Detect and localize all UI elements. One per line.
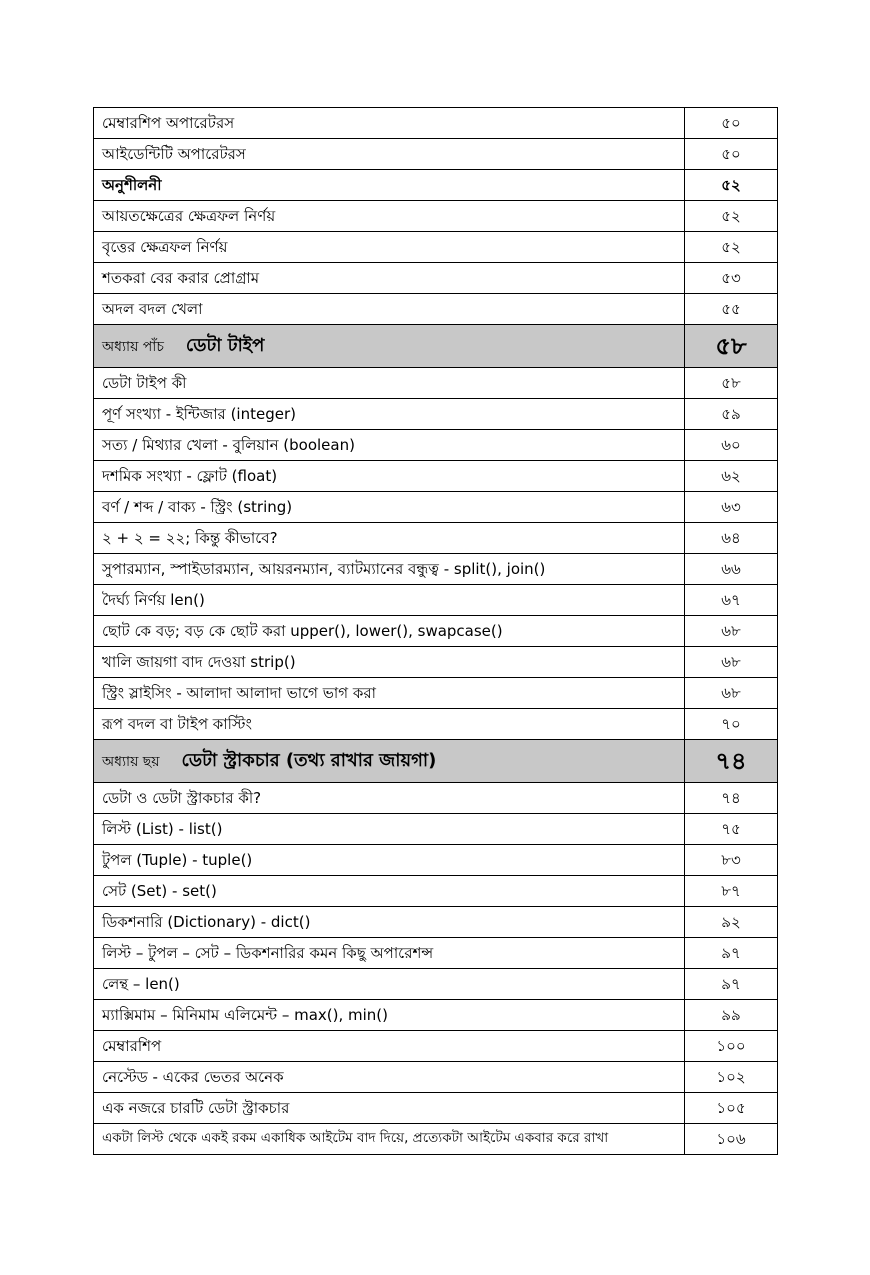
toc-title-cell: মেম্বারশিপ অপারেটরস <box>94 108 685 139</box>
toc-chapter-row <box>94 325 778 368</box>
toc-page-number: ৬৮ <box>685 616 778 647</box>
toc-page-number: ১০০ <box>685 1031 778 1062</box>
toc-row <box>94 263 778 294</box>
toc-row <box>94 232 778 263</box>
chapter-label: অধ্যায় ছয় <box>102 754 160 770</box>
toc-page-number: ১০২ <box>685 1062 778 1093</box>
toc-page-number: ৬৭ <box>685 585 778 616</box>
toc-page-number: ৮৭ <box>685 876 778 907</box>
toc-title-cell: আয়তক্ষেত্রের ক্ষেত্রফল নির্ণয় <box>94 201 685 232</box>
toc-title-cell: দৈর্ঘ্য নির্ণয় len() <box>94 585 685 616</box>
toc-row <box>94 783 778 814</box>
toc-row <box>94 1062 778 1093</box>
toc-row <box>94 969 778 1000</box>
toc-title-cell: আইডেন্টিটি অপারেটরস <box>94 139 685 170</box>
toc-row <box>94 294 778 325</box>
toc-title-cell: শতকরা বের করার প্রোগ্রাম <box>94 263 685 294</box>
toc-row <box>94 938 778 969</box>
toc-row <box>94 108 778 139</box>
toc-title-cell: বর্ণ / শব্দ / বাক্য - স্ট্রিং (string) <box>94 492 685 523</box>
toc-page-number: ৫২ <box>685 232 778 263</box>
toc-title-cell <box>94 740 685 783</box>
toc-page-number: ৭৪ <box>685 740 778 783</box>
toc-row <box>94 907 778 938</box>
toc-title-cell: মেম্বারশিপ <box>94 1031 685 1062</box>
toc-page-number: ৫০ <box>685 139 778 170</box>
toc-row <box>94 1000 778 1031</box>
toc-title-cell: লিস্ট – টুপল – সেট – ডিকশনারির কমন কিছু অপারেশন্স <box>94 938 685 969</box>
toc-row <box>94 492 778 523</box>
toc-title-cell: ম্যাক্সিমাম – মিনিমাম এলিমেন্ট – max(), min() <box>94 1000 685 1031</box>
toc-title-cell: পূর্ণ সংখ্যা - ইন্টিজার (integer) <box>94 399 685 430</box>
toc-page-number: ৫৫ <box>685 294 778 325</box>
toc-title-cell: সুপারম্যান, স্পাইডারম্যান, আয়রনম্যান, ব্যাটম্যানের বন্ধুত্ব - split(), join() <box>94 554 685 585</box>
toc-row <box>94 170 778 201</box>
toc-row <box>94 368 778 399</box>
toc-title-cell: নেস্টেড - একের ভেতর অনেক <box>94 1062 685 1093</box>
chapter-title: ডেটা টাইপ <box>185 335 265 356</box>
toc-page-number: ৯৯ <box>685 1000 778 1031</box>
toc-row <box>94 430 778 461</box>
toc-title-cell: একটা লিস্ট থেকে একই রকম একাধিক আইটেম বাদ দিয়ে, প্রত্যেকটা আইটেম একবার করে রাখা <box>94 1124 685 1155</box>
toc-row <box>94 678 778 709</box>
toc-row <box>94 1093 778 1124</box>
toc-row <box>94 461 778 492</box>
toc-title-cell: সত্য / মিথ্যার খেলা - বুলিয়ান (boolean) <box>94 430 685 461</box>
toc-page-number: ৫২ <box>685 170 778 201</box>
toc-title-cell: ডেটা টাইপ কী <box>94 368 685 399</box>
toc-title-cell: স্ট্রিং স্লাইসিং - আলাদা আলাদা ভাগে ভাগ করা <box>94 678 685 709</box>
toc-page-number: ৫৮ <box>685 325 778 368</box>
toc-page-number: ৬২ <box>685 461 778 492</box>
toc-row <box>94 845 778 876</box>
chapter-label: অধ্যায় পাঁচ <box>102 339 164 355</box>
chapter-title: ডেটা স্ট্রাকচার (তথ্য রাখার জায়গা) <box>181 750 437 771</box>
toc-row <box>94 399 778 430</box>
toc-title-cell: লিস্ট (List) - list() <box>94 814 685 845</box>
toc-page-number: ৬৪ <box>685 523 778 554</box>
toc-row <box>94 647 778 678</box>
toc-title-cell <box>94 325 685 368</box>
toc-page-number: ৯৭ <box>685 938 778 969</box>
toc-table <box>93 107 778 1155</box>
toc-title-cell: অদল বদল খেলা <box>94 294 685 325</box>
toc-title-cell: খালি জায়গা বাদ দেওয়া strip() <box>94 647 685 678</box>
toc-page-number: ৬৮ <box>685 678 778 709</box>
toc-row <box>94 814 778 845</box>
toc-row <box>94 523 778 554</box>
toc-title-cell: ডিকশনারি (Dictionary) - dict() <box>94 907 685 938</box>
toc-page-number: ৯৭ <box>685 969 778 1000</box>
toc-title-cell: সেট (Set) - set() <box>94 876 685 907</box>
toc-page-number: ৬৮ <box>685 647 778 678</box>
toc-title-cell: ডেটা ও ডেটা স্ট্রাকচার কী? <box>94 783 685 814</box>
toc-title-cell: বৃত্তের ক্ষেত্রফল নির্ণয় <box>94 232 685 263</box>
toc-page-number: ৫২ <box>685 201 778 232</box>
toc-chapter-row <box>94 740 778 783</box>
toc-title-cell: টুপল (Tuple) - tuple() <box>94 845 685 876</box>
toc-page-number: ৫০ <box>685 108 778 139</box>
toc-row <box>94 616 778 647</box>
toc-row <box>94 201 778 232</box>
toc-title-cell: লেন্থ – len() <box>94 969 685 1000</box>
toc-page-number: ১০৬ <box>685 1124 778 1155</box>
toc-row <box>94 876 778 907</box>
toc-page-number: ৬৬ <box>685 554 778 585</box>
toc-page-number: ৭৪ <box>685 783 778 814</box>
toc-title-cell: অনুশীলনী <box>94 170 685 201</box>
toc-page-number: ৬৩ <box>685 492 778 523</box>
toc-body <box>94 108 778 1155</box>
toc-row <box>94 709 778 740</box>
toc-page-number: ৫৮ <box>685 368 778 399</box>
toc-page-number: ৮৩ <box>685 845 778 876</box>
toc-title-cell: রূপ বদল বা টাইপ কাস্টিং <box>94 709 685 740</box>
toc-page-number: ৫৯ <box>685 399 778 430</box>
toc-row <box>94 1124 778 1155</box>
toc-row <box>94 585 778 616</box>
toc-title-cell: ছোট কে বড়; বড় কে ছোট করা upper(), lower(), swapcase() <box>94 616 685 647</box>
toc-title-cell: দশমিক সংখ্যা - ফ্লোট (float) <box>94 461 685 492</box>
toc-row <box>94 139 778 170</box>
toc-page-number: ৭০ <box>685 709 778 740</box>
toc-page-number: ৭৫ <box>685 814 778 845</box>
toc-title-cell: ২ + ২ = ২২; কিন্তু কীভাবে? <box>94 523 685 554</box>
toc-title-cell: এক নজরে চারটি ডেটা স্ট্রাকচার <box>94 1093 685 1124</box>
toc-page-number: ৫৩ <box>685 263 778 294</box>
toc-page-number: ৬০ <box>685 430 778 461</box>
toc-page-number: ১০৫ <box>685 1093 778 1124</box>
toc-row <box>94 1031 778 1062</box>
toc-row <box>94 554 778 585</box>
toc-page-number: ৯২ <box>685 907 778 938</box>
